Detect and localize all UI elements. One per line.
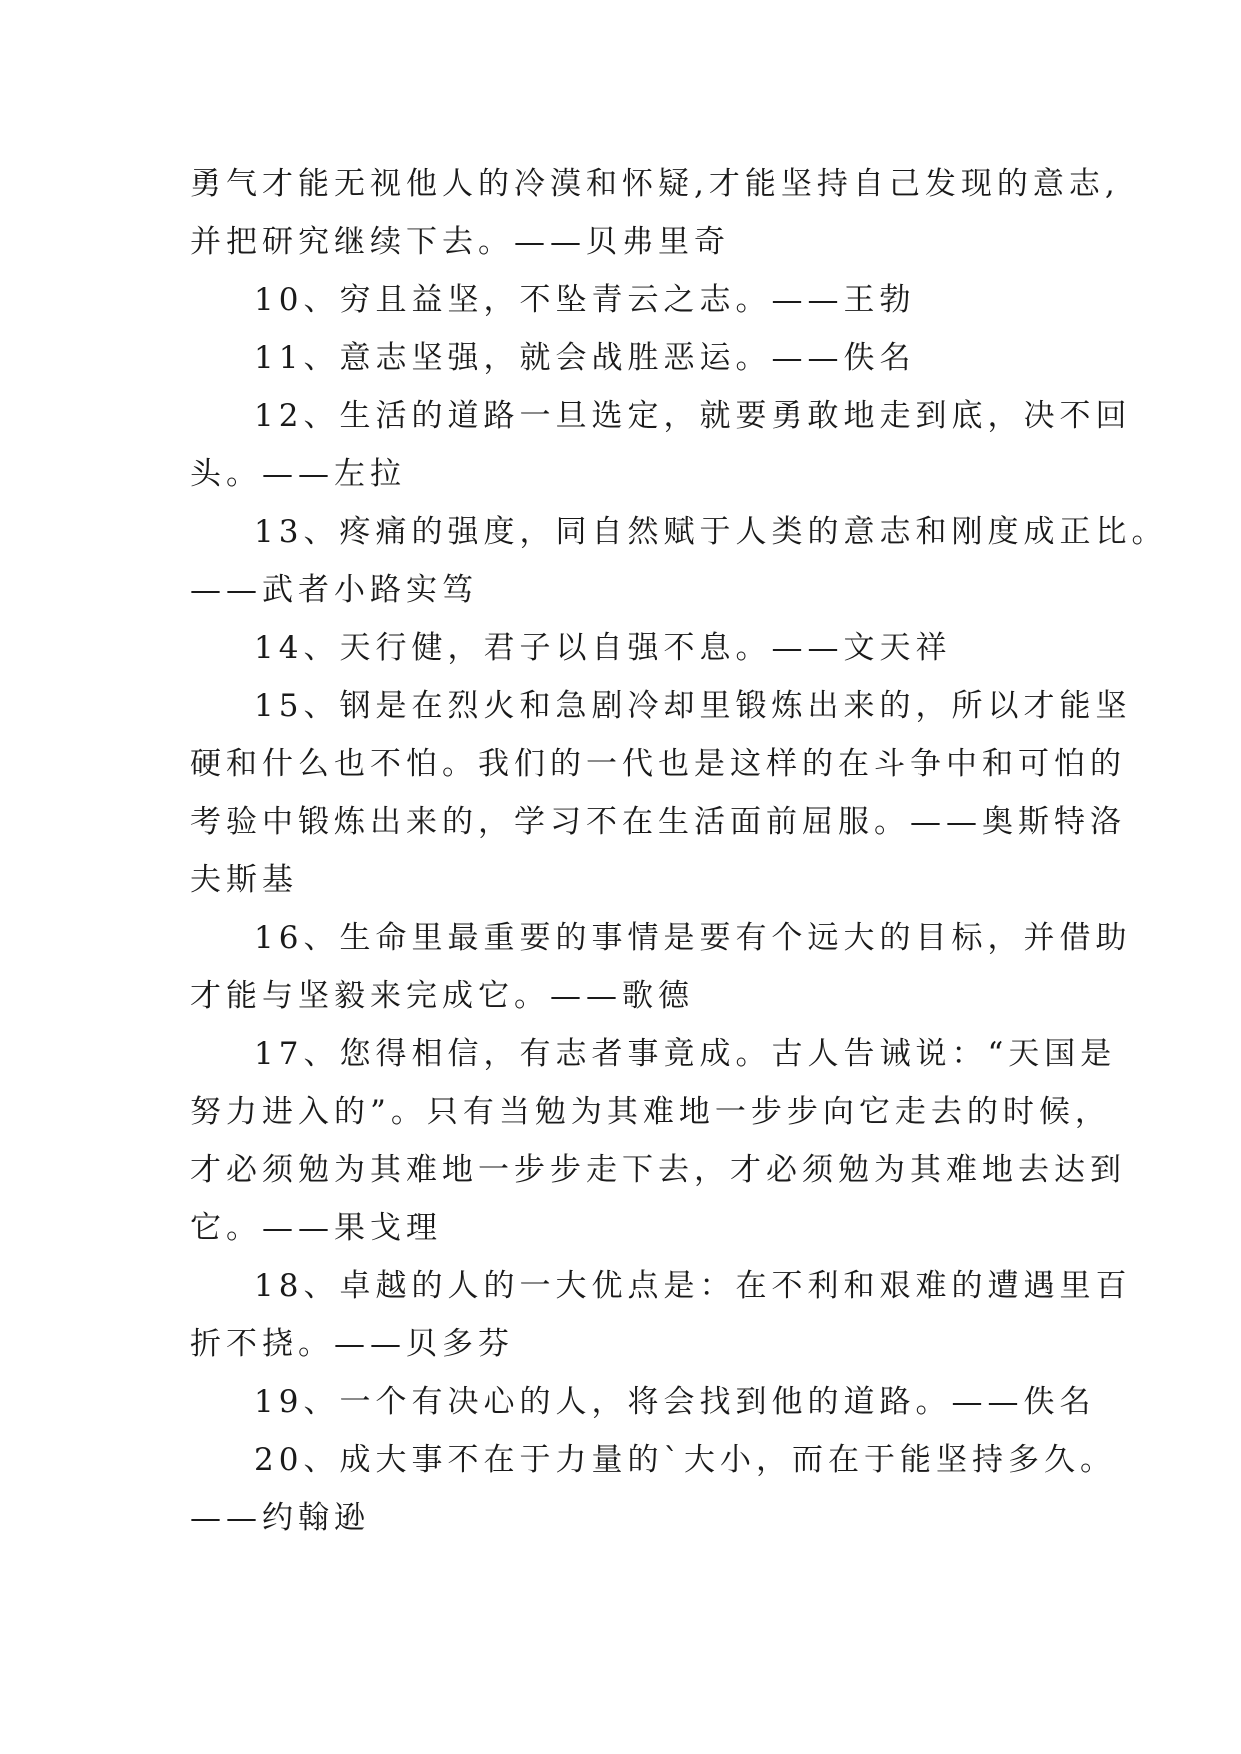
text-line: 17、您得相信，有志者事竟成。古人告诫说：“天国是 [254, 1036, 1117, 1072]
text-line: 15、钢是在烈火和急剧冷却里锻炼出来的，所以才能坚 [254, 688, 1132, 724]
text-line: 夫斯基 [190, 862, 298, 898]
text-line: 才能与坚毅来完成它。——歌德 [190, 978, 694, 1014]
text-line: 10、穷且益坚，不坠青云之志。——王勃 [254, 282, 916, 318]
text-line: 折不挠。——贝多芬 [190, 1326, 514, 1362]
text-line: 14、天行健，君子以自强不息。——文天祥 [254, 630, 952, 666]
text-line: 19、一个有决心的人，将会找到他的道路。——佚名 [254, 1384, 1096, 1420]
text-line: 勇气才能无视他人的冷漠和怀疑,才能坚持自己发现的意志, [190, 166, 1120, 202]
text-line: 努力进入的”。只有当勉为其难地一步步向它走去的时候， [190, 1094, 1111, 1130]
text-line: 头。——左拉 [190, 456, 406, 492]
text-line: ——武者小路实笃 [190, 572, 478, 608]
text-line: 13、疼痛的强度，同自然赋于人类的意志和刚度成正比。 [254, 514, 1168, 550]
text-line: 16、生命里最重要的事情是要有个远大的目标，并借助 [254, 920, 1132, 956]
text-line: 并把研究继续下去。——贝弗里奇 [190, 224, 730, 260]
text-line: ——约翰逊 [190, 1500, 370, 1536]
text-line: 18、卓越的人的一大优点是：在不利和艰难的遭遇里百 [254, 1268, 1132, 1304]
text-line: 硬和什么也不怕。我们的一代也是这样的在斗争中和可怕的 [190, 746, 1126, 782]
text-line: 20、成大事不在于力量的`大小，而在于能坚持多久。 [254, 1442, 1116, 1478]
text-line: 它。——果戈理 [190, 1210, 442, 1246]
text-line: 才必须勉为其难地一步步走下去，才必须勉为其难地去达到 [190, 1152, 1126, 1188]
text-line: 11、意志坚强，就会战胜恶运。——佚名 [254, 340, 916, 376]
text-line: 12、生活的道路一旦选定，就要勇敢地走到底，决不回 [254, 398, 1132, 434]
text-line: 考验中锻炼出来的，学习不在生活面前屈服。——奥斯特洛 [190, 804, 1126, 840]
